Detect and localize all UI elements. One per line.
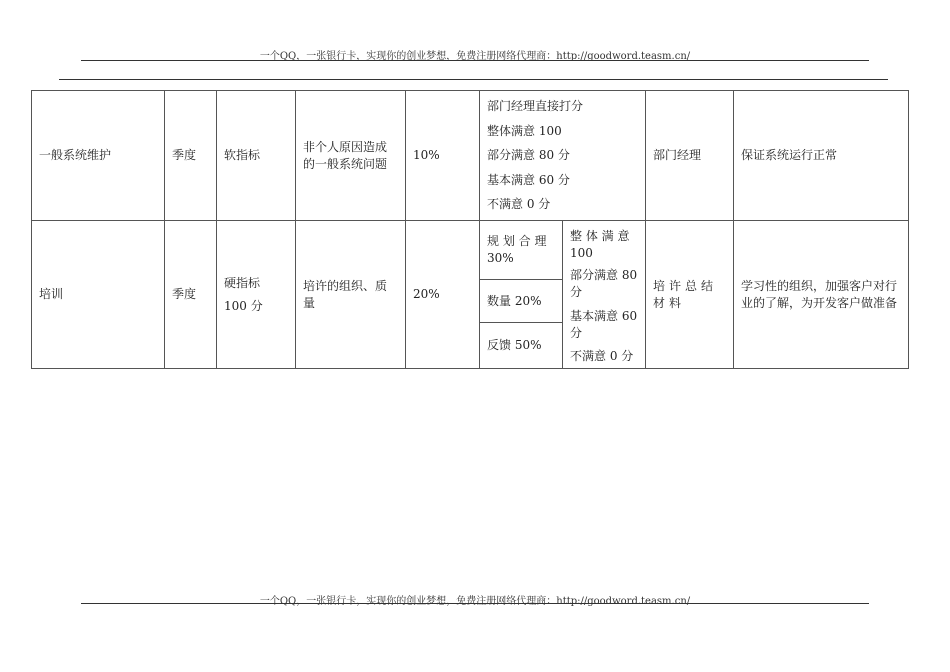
page-header-text: 一个QQ，一张银行卡，实现你的创业梦想，免费注册网络代理商：http://goodword.teasm.cn/ bbox=[259, 51, 691, 62]
scoring-line: 整体满意 100 bbox=[487, 123, 562, 138]
level-line: 整 体 满 意 100 bbox=[570, 229, 630, 260]
purpose-cell: 学习性的组织，加强客户对行业的了解，为开发客户做准备 bbox=[734, 221, 909, 369]
weight-cell: 20% bbox=[406, 221, 480, 369]
scoring-line: 不满意 0 分 bbox=[487, 197, 551, 212]
table-row bbox=[32, 91, 909, 221]
footer-rule bbox=[81, 603, 869, 604]
purpose-cell: 保证系统运行正常 bbox=[734, 91, 909, 221]
description-line: 非个人原因造成 bbox=[303, 139, 388, 154]
period-cell: 季度 bbox=[165, 221, 217, 369]
level-line: 不满意 0 分 bbox=[570, 349, 634, 363]
type-line: 硬指标 bbox=[224, 275, 261, 290]
type-cell bbox=[217, 221, 296, 369]
type-cell: 软指标 bbox=[217, 91, 296, 221]
levels-cell bbox=[563, 221, 646, 369]
item-cell: 一般系统维护 bbox=[32, 91, 165, 221]
sub-item-cell: 反馈 50% bbox=[480, 322, 563, 368]
level-line: 基本满意 60 分 bbox=[570, 309, 638, 340]
sub-item-cell: 数量 20% bbox=[480, 280, 563, 322]
scoring-line: 部门经理直接打分 bbox=[487, 99, 584, 114]
page-footer-text: 一个QQ，一张银行卡，实现你的创业梦想，免费注册网络代理商：http://goodword.teasm.cn/ bbox=[259, 596, 691, 607]
period-cell: 季度 bbox=[165, 91, 217, 221]
source-cell: 培许总结材料 bbox=[646, 221, 734, 369]
kpi-table bbox=[31, 90, 909, 369]
description-cell bbox=[296, 91, 406, 221]
type-line: 100 分 bbox=[224, 298, 263, 313]
header-rule bbox=[81, 60, 869, 61]
header-rule-lower bbox=[59, 79, 888, 80]
weight-cell: 10% bbox=[406, 91, 480, 221]
description-line: 的一般系统问题 bbox=[303, 156, 388, 171]
scoring-line: 基本满意 60 分 bbox=[487, 172, 570, 187]
description-cell: 培许的组织、质量 bbox=[296, 221, 406, 369]
source-cell: 部门经理 bbox=[646, 91, 734, 221]
scoring-cell bbox=[480, 91, 646, 221]
sub-item-cell: 规 划 合 理 30% bbox=[480, 221, 563, 280]
table-row bbox=[32, 221, 909, 280]
item-cell: 培训 bbox=[32, 221, 165, 369]
scoring-line: 部分满意 80 分 bbox=[487, 148, 570, 163]
level-line: 部分满意 80 分 bbox=[570, 268, 638, 299]
